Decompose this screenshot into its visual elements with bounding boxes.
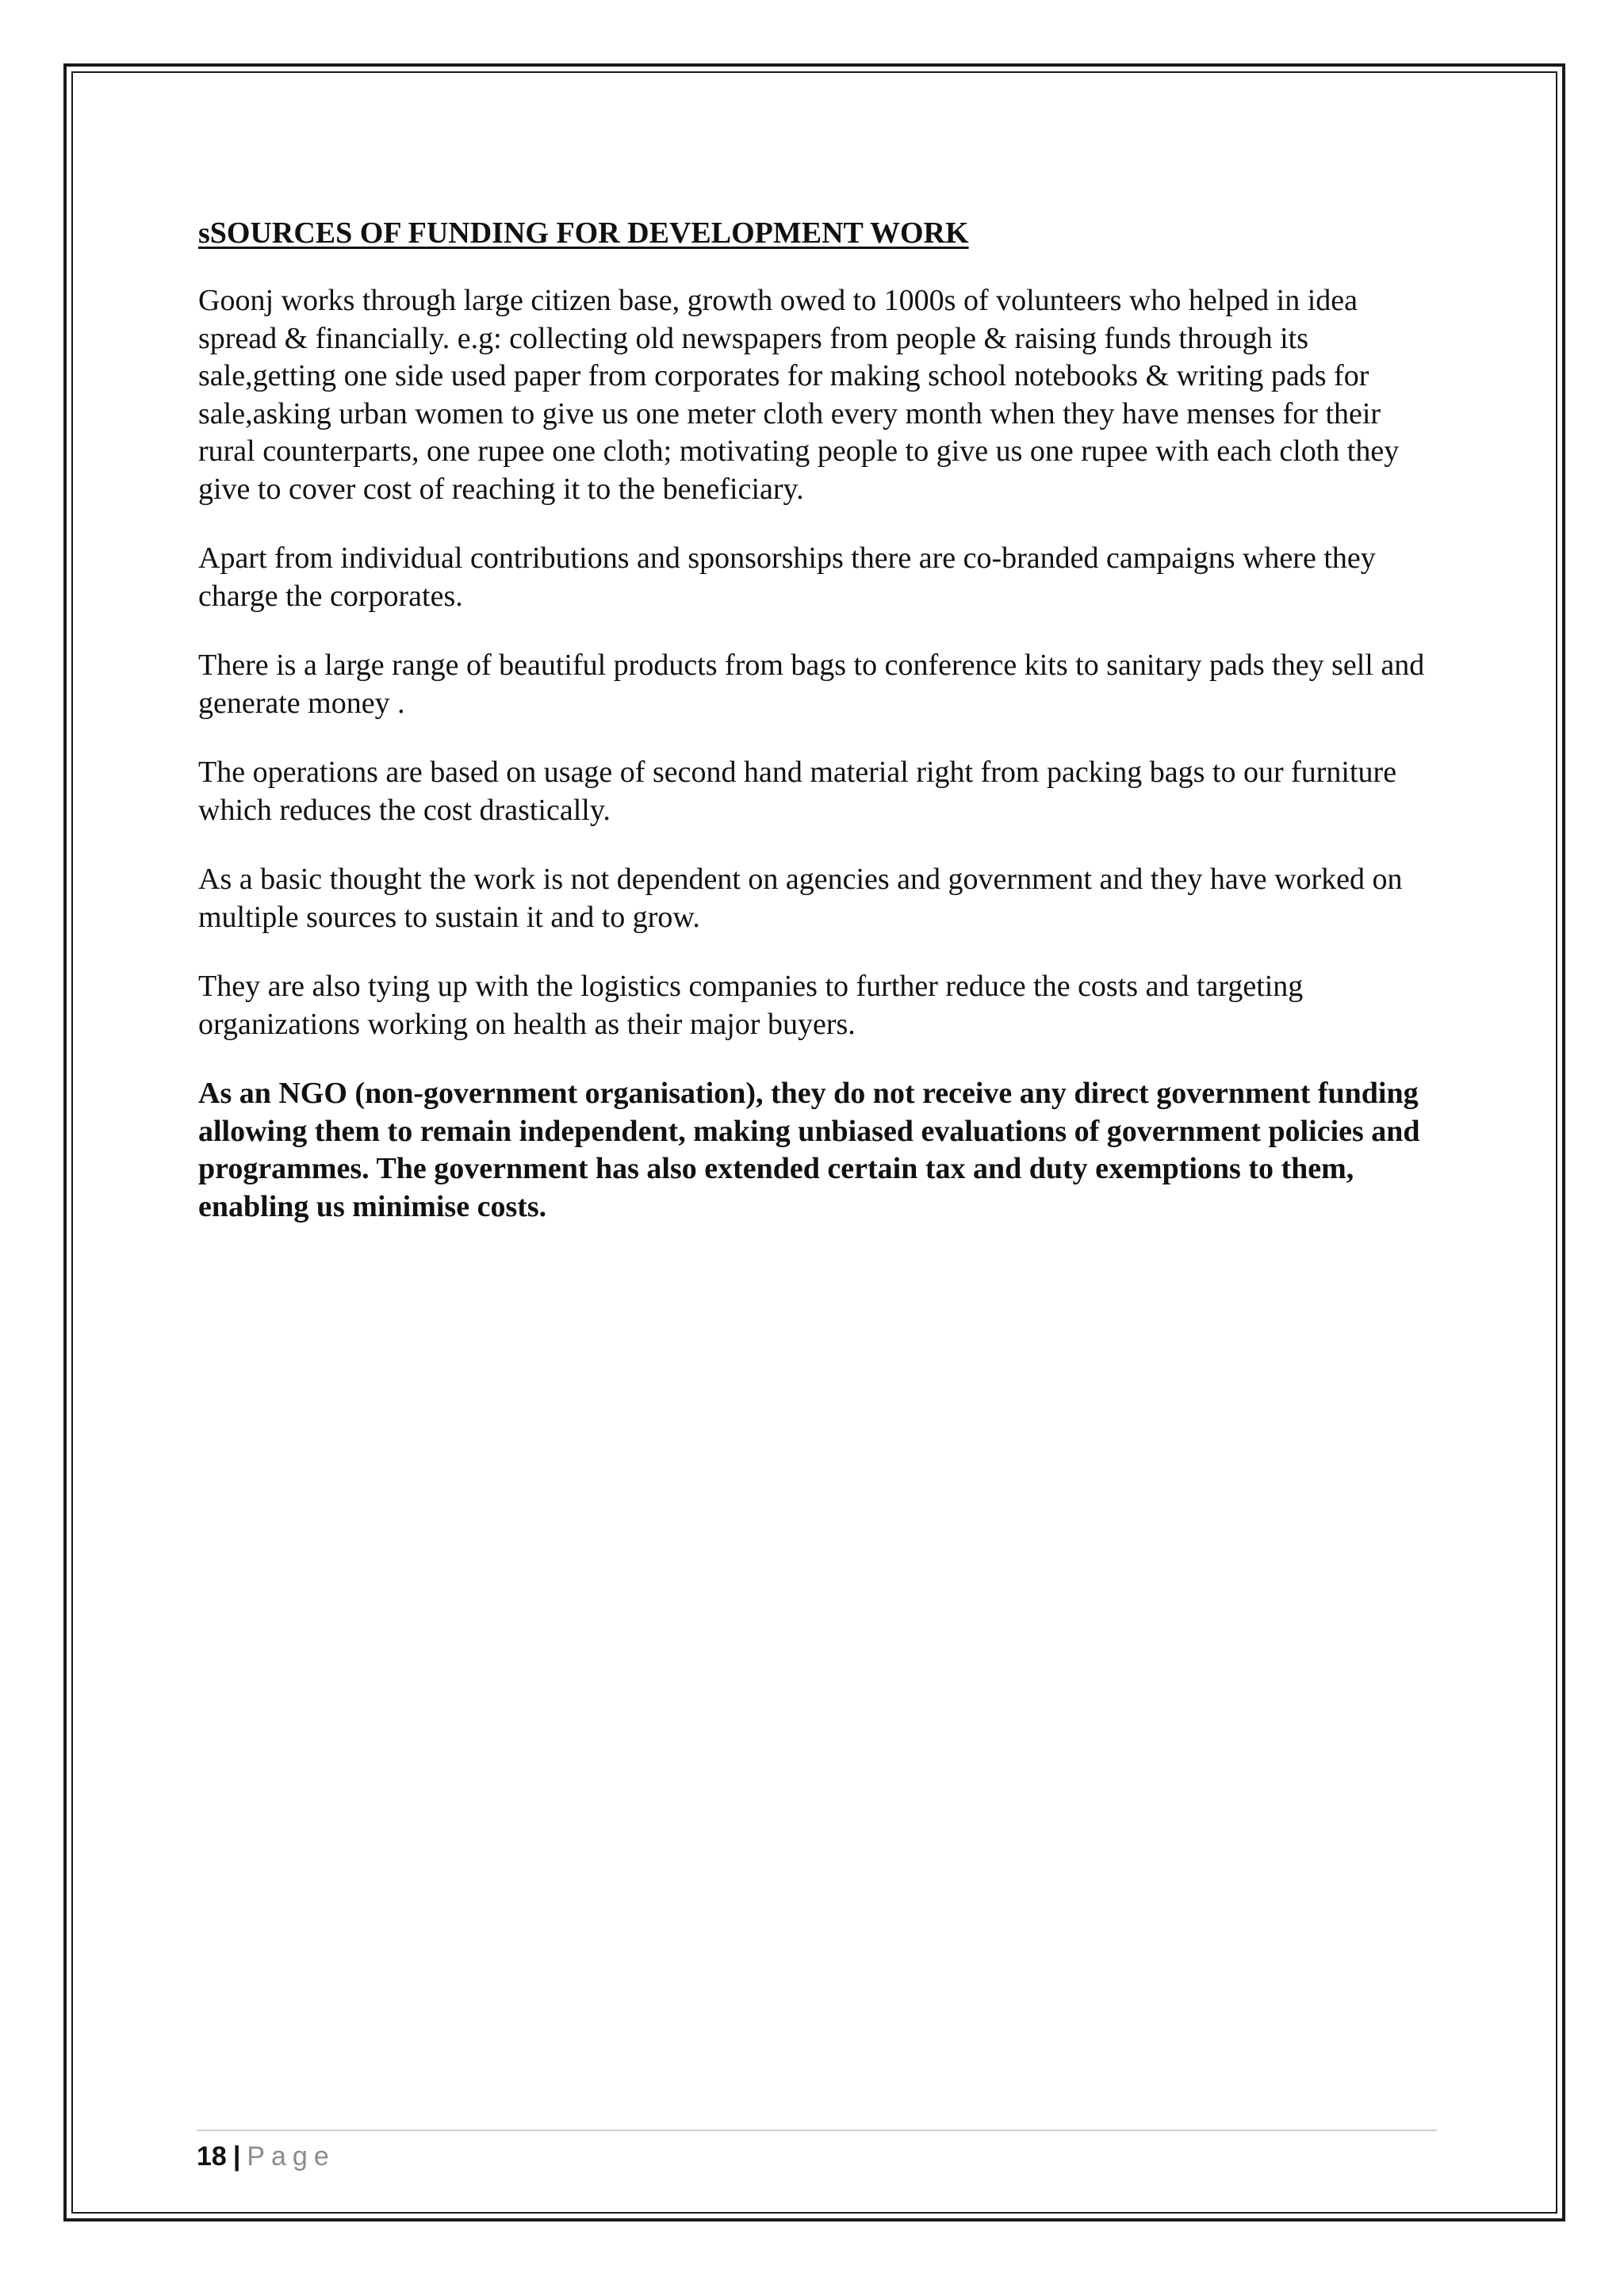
paragraph-logistics: They are also tying up with the logistics companies to further reduce the costs and targeting organizations working on health as their major buyers. — [198, 970, 1304, 1041]
section-heading: sSOURCES OF FUNDING FOR DEVELOPMENT WORK — [198, 216, 969, 250]
footer-separator: | — [232, 2141, 241, 2172]
paragraph-basic-thought: As a basic thought the work is not dependent on agencies and government and they have worked on multiple sources to sustain it and to grow. — [198, 863, 1403, 934]
paragraph-products: There is a large range of beautiful products from bags to conference kits to sanitary pads they sell and generate money . — [198, 649, 1425, 720]
paragraph-ngo-funding: As an NGO (non-government organisation), they do not receive any direct government funding allowing them to remain independent, making unbiased evaluations of government policies and programmes. The government has also extended certain tax and duty exemptions to them, enabling us minimise costs. — [198, 1077, 1420, 1223]
document-body — [198, 212, 1435, 1257]
paragraph-contributions: Apart from individual contributions and sponsorships there are co-branded campaigns where they charge the corporates. — [198, 541, 1376, 613]
page-footer — [197, 2139, 335, 2174]
paragraph-goonj-citizen-base: Goonj works through large citizen base, growth owed to 1000s of volunteers who helped in idea spread & financially. e.g: collecting old newspapers from people & raising funds through its sale,getting one side used paper from corporates for making school notebooks & writing pads for sale,asking urban women to give us one meter cloth every month when they have menses for their rural counterparts, one rupee one cloth; motivating people to give us one rupee with each cloth they give to cover cost of reaching it to the beneficiary. — [198, 284, 1400, 506]
page-number: 18 — [197, 2141, 227, 2172]
page-label: Page — [247, 2141, 335, 2172]
paragraph-operations: The operations are based on usage of second hand material right from packing bags to our furniture which reduces the cost drastically. — [198, 756, 1397, 827]
footer-divider — [197, 2130, 1437, 2131]
